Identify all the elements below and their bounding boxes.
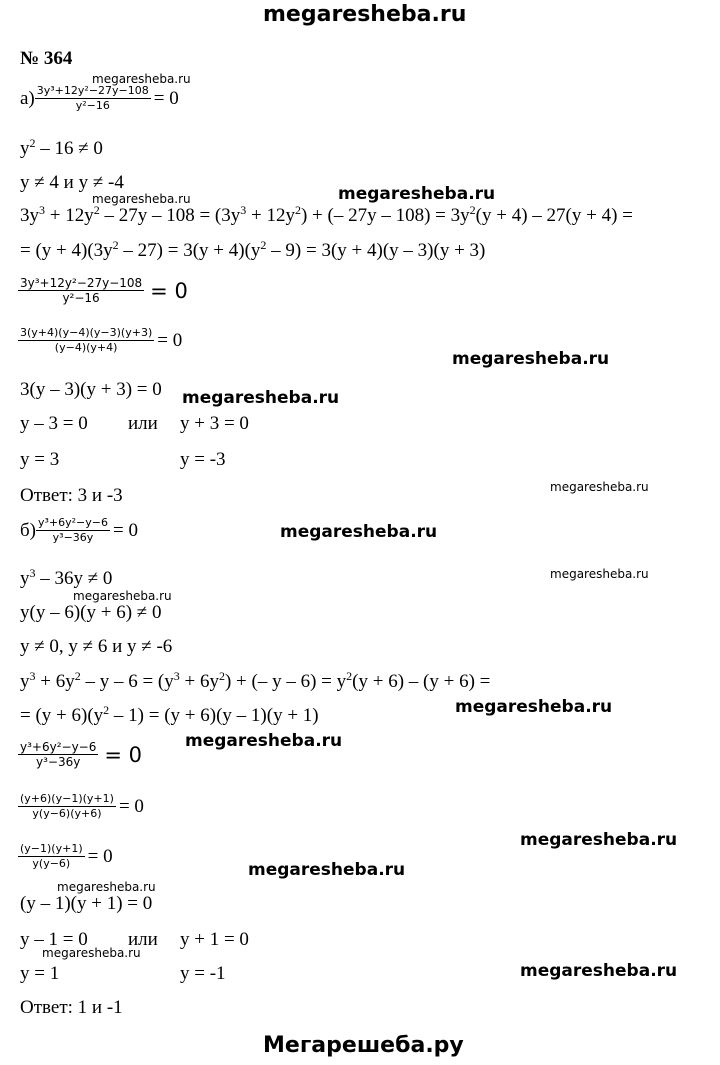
problem-number: № 364	[20, 48, 73, 69]
part-a-domain-result: y ≠ 4 и y ≠ -4	[20, 172, 124, 193]
fraction-numerator: 3(y+4)(y−4)(y−3)(y+3)	[20, 326, 153, 339]
part-b-factor-line2: = $(y + 6)(y^2 - 1) = (y + 6)(y - 1)(y + 1)$	[20, 703, 319, 726]
equals-zero: = 0	[153, 87, 179, 109]
fraction-numerator: 3y³+12y²−27y−108	[20, 276, 143, 290]
fraction-numerator: 3y³+12y²−27y−108	[36, 84, 149, 97]
part-a-or: или	[128, 413, 158, 434]
part-a-factor-line1: $3y^3 + 12y^2 - 27y - 108 = (3y^3 + 12y^2)$ + (– $27y - 108) = 3y^2(y + 4) - 27(y + 4)$ =	[20, 203, 633, 226]
part-b-fraction	[36, 516, 110, 545]
fraction-denominator: (y−4)(y+4)	[54, 341, 118, 354]
watermark: megaresheba.ru	[520, 830, 678, 850]
part-a-equation-2	[18, 276, 188, 305]
fraction-numerator: y³+6y²−y−6	[20, 740, 97, 754]
part-b-fraction-3	[18, 792, 116, 821]
part-b-domain-line: $y^3 - 36y \ne 0$	[20, 566, 113, 589]
part-a-root-2: y = -3	[180, 449, 226, 470]
part-b-answer: Ответ: 1 и -1	[20, 997, 123, 1018]
fraction-numerator: (y−1)(y+1)	[20, 842, 83, 855]
watermark: megaresheba.ru	[92, 72, 191, 86]
part-a-answer: Ответ: 3 и -3	[20, 485, 123, 506]
equals-zero: = 0	[150, 278, 188, 303]
part-b-reduced: (y – 1)(y + 1) = 0	[20, 893, 153, 914]
watermark: megaresheba.ru	[338, 184, 496, 204]
part-b-root-eq-1: y – 1 = 0	[20, 929, 88, 950]
fraction-numerator: y³+6y²−y−6	[38, 516, 108, 529]
watermark: megaresheba.ru	[248, 860, 406, 880]
watermark: megaresheba.ru	[452, 349, 610, 369]
part-a-root-eq-2: y + 3 = 0	[180, 413, 249, 434]
fraction-denominator: y³−36y	[36, 755, 81, 769]
part-b-domain-result: y ≠ 0, y ≠ 6 и y ≠ -6	[20, 636, 173, 657]
part-b-domain-factored: y(y – 6)(y + 6) ≠ 0	[20, 602, 162, 623]
part-b-equation-3	[18, 792, 144, 821]
fraction-denominator: y(y−6)	[32, 857, 71, 870]
part-a-root-eq-1: y – 3 = 0	[20, 413, 88, 434]
part-a-fraction-3	[18, 326, 154, 355]
part-a-domain-line: $y^2 - 16 \ne 0$	[20, 136, 103, 159]
part-a-equation	[20, 84, 179, 113]
watermark: megaresheba.ru	[57, 880, 156, 894]
watermark: megaresheba.ru	[455, 697, 613, 717]
part-b-equation-2	[18, 740, 142, 769]
part-b-root-eq-2: y + 1 = 0	[180, 929, 249, 950]
part-a-equation-3	[18, 326, 182, 355]
watermark: megaresheba.ru	[92, 192, 191, 206]
equals-zero: = 0	[113, 519, 138, 541]
fraction-denominator: y²−16	[75, 99, 110, 112]
site-header: megaresheba.ru	[263, 2, 467, 27]
part-a-fraction-2	[18, 276, 144, 305]
part-b-equation-4	[18, 842, 113, 871]
fraction-numerator: (y+6)(y−1)(y+1)	[20, 792, 114, 805]
part-a-root-1: y = 3	[20, 449, 60, 470]
equals-zero: = 0	[157, 329, 183, 351]
equals-zero: = 0	[118, 795, 144, 817]
part-b-root-1: y = 1	[20, 963, 60, 984]
watermark: megaresheba.ru	[280, 522, 438, 542]
part-a-fraction	[35, 84, 151, 113]
part-a-factor-line2: = $(y + 4)(3y^2 - 27) = 3(y + 4)(y^2 - 9) = 3(y + 4)(y - 3)(y + 3)$	[20, 238, 486, 261]
part-b-root-2: y = -1	[180, 963, 226, 984]
part-b-or: или	[128, 929, 158, 950]
watermark: megaresheba.ru	[182, 388, 340, 408]
part-b-equation	[20, 516, 138, 545]
part-b-fraction-2	[18, 740, 98, 769]
watermark: megaresheba.ru	[520, 961, 678, 981]
watermark: megaresheba.ru	[42, 946, 141, 960]
part-b-factor-line1: $y^3 + 6y^2 - y - 6 = (y^3 + 6y^2)$ + (– $y - 6) = y^2(y + 6) - (y + 6)$ =	[20, 669, 491, 692]
fraction-denominator: y³−36y	[52, 531, 94, 544]
part-b-label: б)	[20, 519, 36, 541]
watermark: megaresheba.ru	[550, 567, 649, 581]
fraction-denominator: y(y−6)(y+6)	[32, 807, 102, 820]
site-footer: Мегарешеба.ру	[263, 1033, 464, 1058]
part-a-reduced: 3(y – 3)(y + 3) = 0	[20, 379, 162, 400]
equals-zero: = 0	[87, 845, 113, 867]
part-a-label: а)	[20, 87, 35, 109]
watermark: megaresheba.ru	[550, 480, 649, 494]
watermark: megaresheba.ru	[185, 731, 343, 751]
part-b-fraction-4	[18, 842, 85, 871]
fraction-denominator: y²−16	[62, 291, 100, 305]
watermark: megaresheba.ru	[73, 589, 172, 603]
equals-zero: = 0	[104, 742, 142, 767]
